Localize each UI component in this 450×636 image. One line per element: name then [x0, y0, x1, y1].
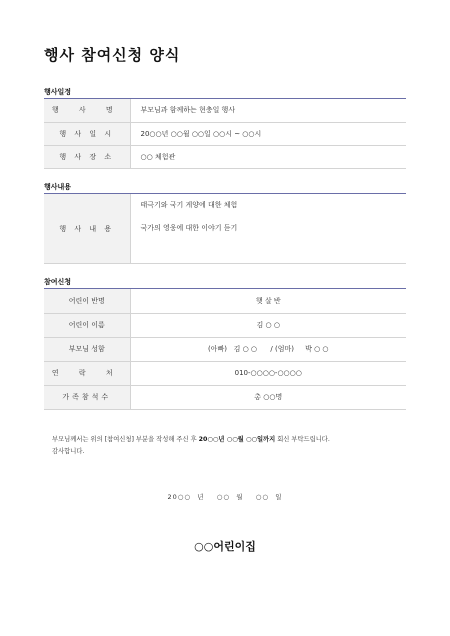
table-row [44, 337, 406, 361]
label-event-place: 행 사 장 소 [44, 145, 130, 168]
label-contact: 연 락 처 [44, 361, 130, 385]
content-table [44, 194, 406, 264]
value-contact: 010-○○○○-○○○○ [130, 361, 406, 385]
label-class-name: 어린이 반명 [44, 289, 130, 313]
notice-part-1: 부모님께서는 위의 [참여신청] 부분을 작성해 주신 후 [52, 436, 199, 443]
notice-part-2: 회신 부탁드립니다. [275, 436, 330, 443]
notice-deadline: 20○○년 ○○월 ○○일까지 [198, 436, 276, 443]
label-child-name: 어린이 이름 [44, 313, 130, 337]
notice-line-2: 감사합니다. [52, 448, 85, 455]
section-title-schedule: 행사일정 [44, 88, 72, 96]
label-family-count: 가족참석수 [44, 385, 130, 409]
value-event-place: ○○ 체험관 [130, 145, 406, 168]
list-item: 태극기와 국기 게양에 대한 체험 [140, 201, 238, 209]
section-title-participation: 참여신청 [44, 278, 72, 286]
table-row [44, 289, 406, 313]
notice-text [52, 434, 402, 458]
value-class-name: 햇 살 반 [130, 289, 406, 313]
label-parent-name: 부모님 성함 [44, 337, 130, 361]
notice-line-1 [52, 434, 402, 446]
participation-table [44, 289, 406, 410]
value-parent-name: (아빠) 김 ○ ○ / (엄마) 박 ○ ○ [130, 337, 406, 361]
schedule-table [44, 99, 406, 169]
label-event-datetime: 행 사 일 시 [44, 122, 130, 145]
label-event-content: 행 사 내 용 [44, 194, 130, 264]
table-row [44, 313, 406, 337]
table-row [44, 145, 406, 168]
table-row [44, 361, 406, 385]
value-event-name: 부모님과 함께하는 현충일 행사 [130, 99, 406, 122]
document-title: 행사 참여신청 양식 [44, 46, 181, 64]
content-items [130, 194, 406, 264]
value-family-count: 총 ○○명 [130, 385, 406, 409]
value-child-name: 김 ○ ○ [130, 313, 406, 337]
list-item [131, 240, 407, 263]
label-event-name: 행 사 명 [44, 99, 130, 122]
date-line: 20○○ 년 ○○ 월 ○○ 일 [167, 493, 283, 501]
table-row [44, 99, 406, 122]
section-title-content: 행사내용 [44, 183, 72, 191]
table-row [44, 122, 406, 145]
list-item: 국가의 영웅에 대한 이야기 듣기 [140, 224, 238, 232]
table-row [44, 194, 406, 264]
value-event-datetime: 20○○년 ○○월 ○○일 ○○시 ~ ○○시 [130, 122, 406, 145]
table-row [44, 385, 406, 409]
organization-name: ○○어린이집 [194, 540, 256, 553]
